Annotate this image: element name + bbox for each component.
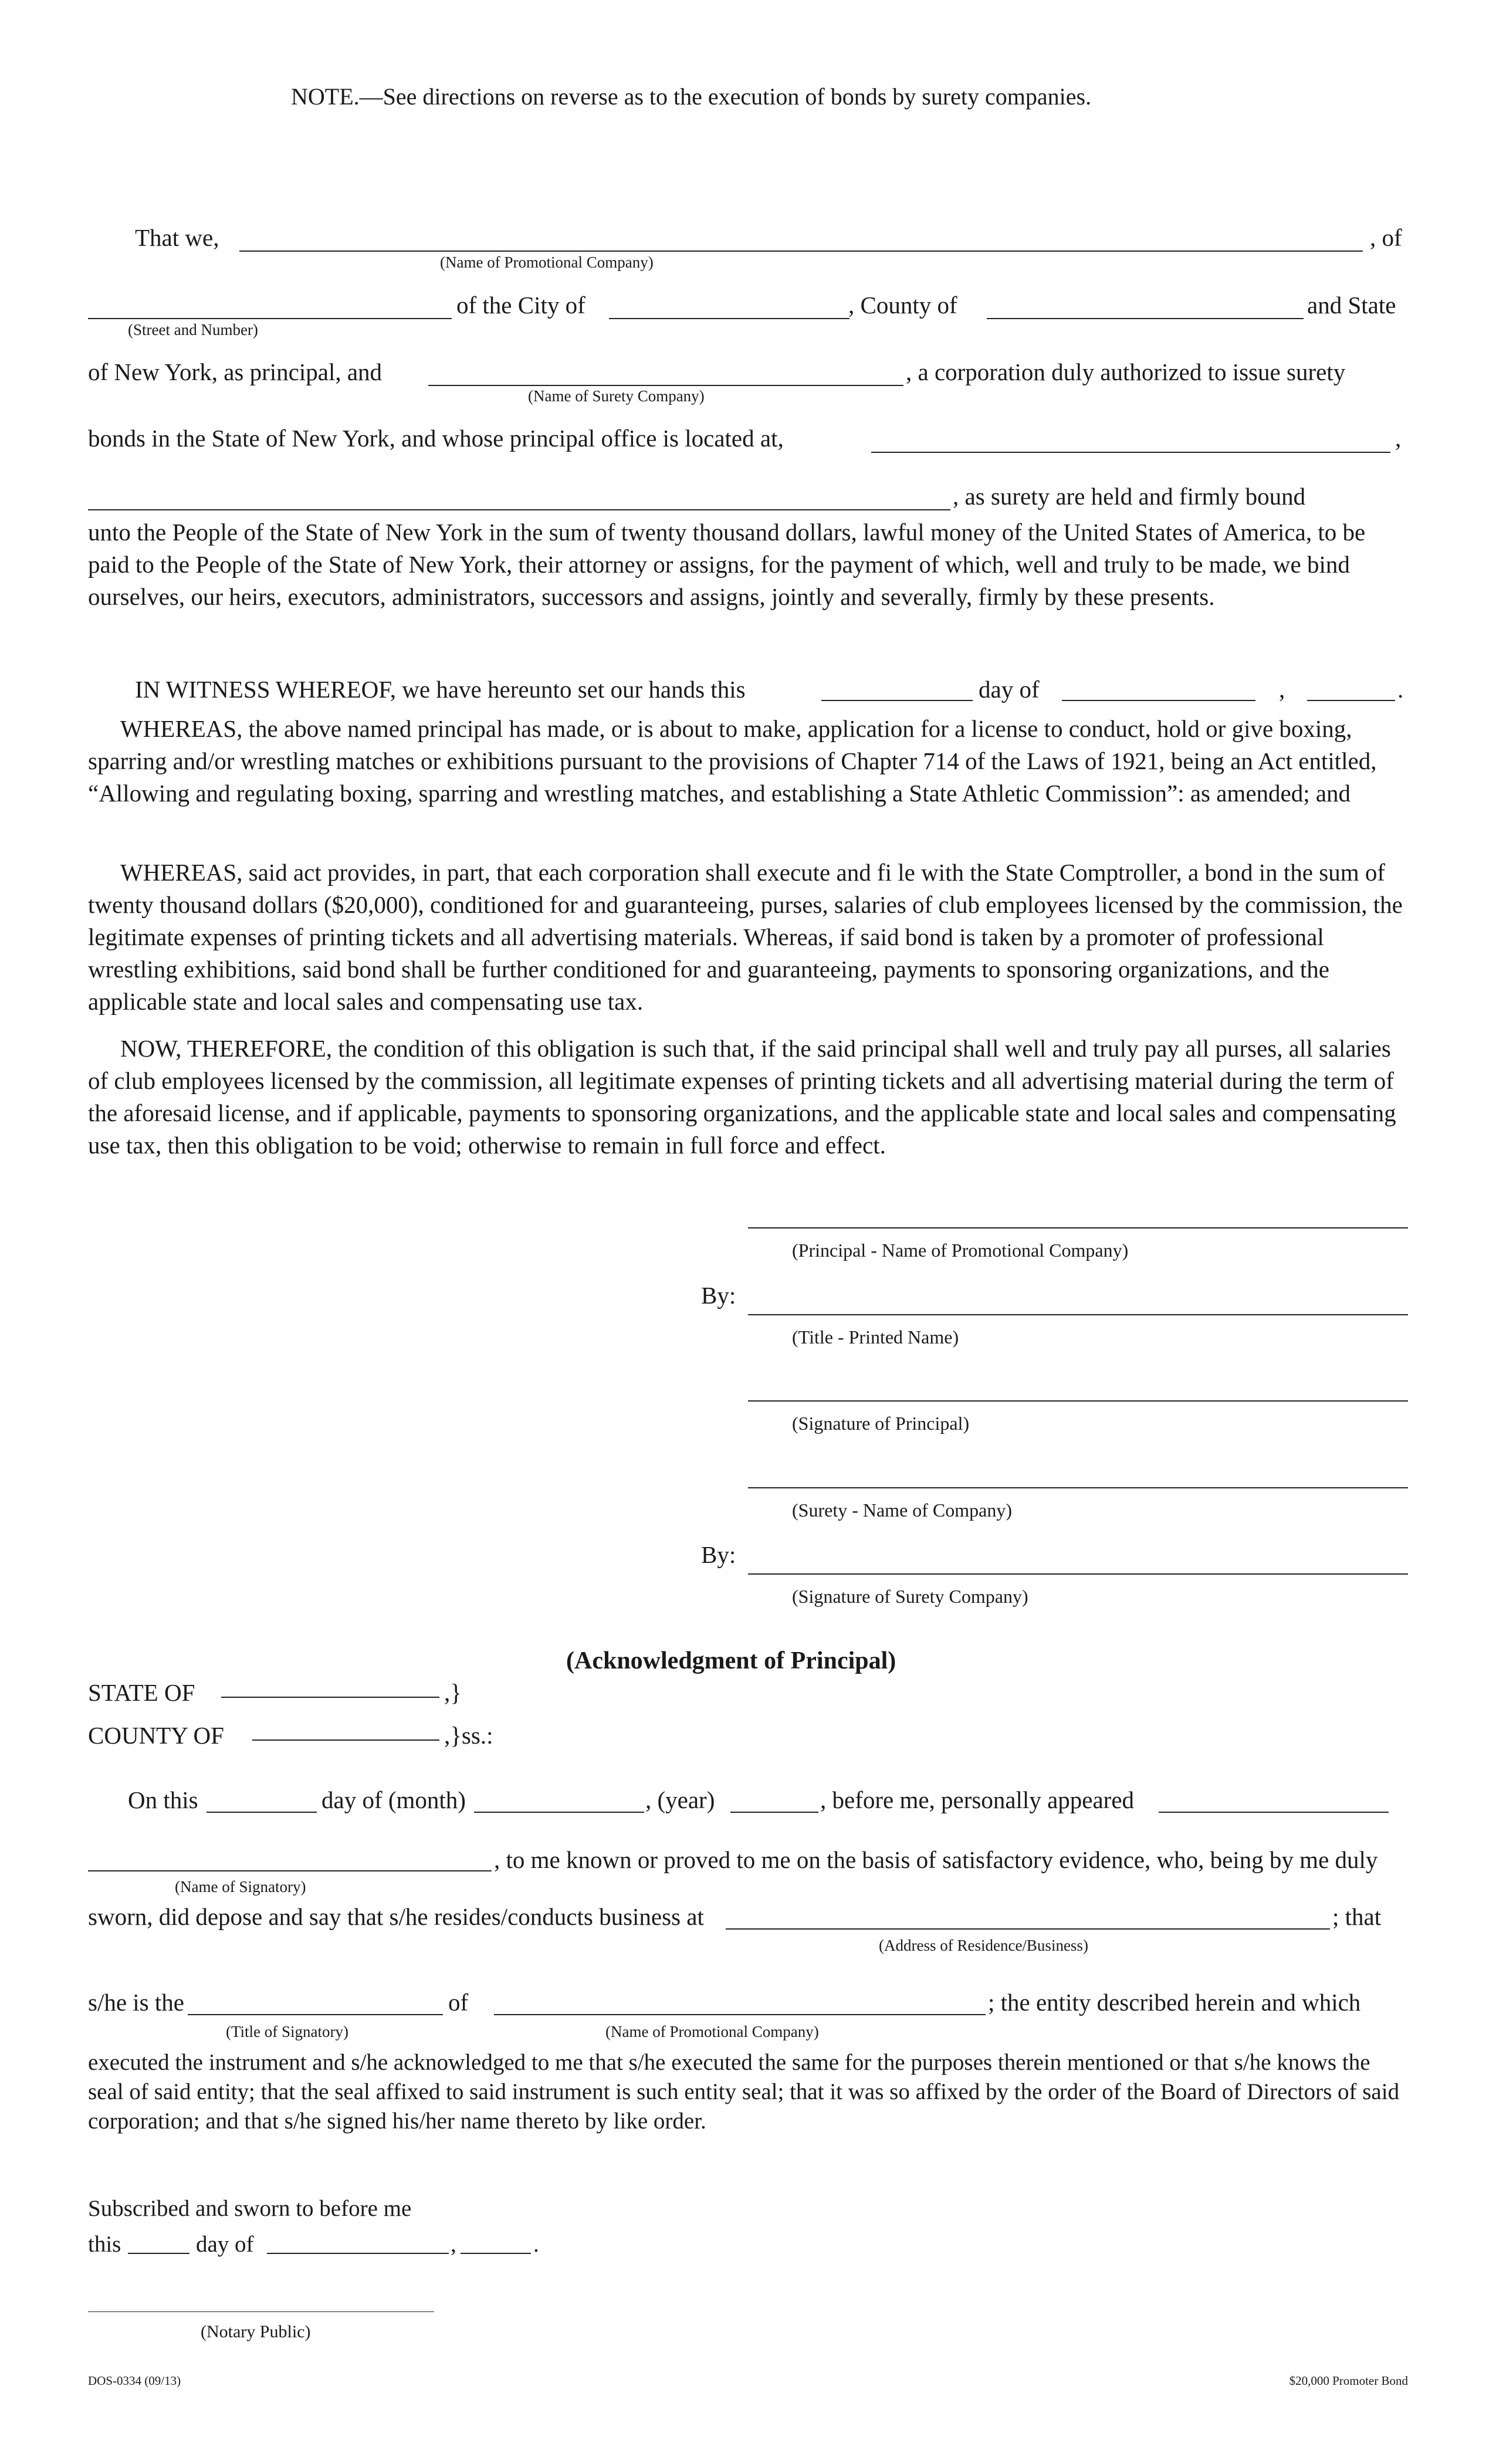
year-text: , (year) — [645, 1786, 715, 1813]
address-label: (Address of Residence/Business) — [879, 1937, 1088, 1954]
ack-promotional-company-field[interactable] — [494, 2014, 986, 2015]
day-of-month-text: day of (month) — [321, 1786, 466, 1813]
principal-name-label: (Principal - Name of Promotional Company) — [792, 1240, 1129, 1261]
principal-signature-label: (Signature of Principal) — [792, 1413, 970, 1434]
of-text: of — [448, 1989, 469, 2016]
note-text: NOTE.—See directions on reverse as to the execution of bonds by surety companies. — [291, 83, 1092, 110]
surety-name-line[interactable] — [748, 1487, 1408, 1488]
she-is-the-text: s/he is the — [88, 1989, 184, 2016]
that-text: ; that — [1332, 1903, 1382, 1930]
that-we-text: That we, — [135, 224, 219, 251]
residence-address-field[interactable] — [726, 1928, 1330, 1930]
street-number-field[interactable] — [88, 318, 452, 319]
entity-described-text: ; the entity described herein and which — [988, 1989, 1361, 2016]
surety-company-field[interactable] — [428, 385, 903, 386]
surety-company-label: (Name of Surety Company) — [528, 387, 705, 405]
ack-day-field[interactable] — [207, 1812, 317, 1813]
promotional-company-label: (Name of Promotional Company) — [440, 253, 654, 271]
sworn-depose-text: sworn, did depose and say that s/he resides/conducts business at — [88, 1903, 704, 1930]
surety-signature-line[interactable] — [748, 1573, 1408, 1575]
witness-comma: , — [1279, 676, 1285, 703]
subscribed-text: Subscribed and sworn to before me — [88, 2196, 412, 2221]
acknowledgment-heading: (Acknowledgment of Principal) — [566, 1647, 896, 1674]
notary-comma: , — [451, 2232, 456, 2257]
witness-year-field[interactable] — [1307, 700, 1395, 701]
corp-authorized-text: , a corporation duly authorized to issue surety — [906, 358, 1346, 385]
county-of-text: COUNTY OF — [88, 1722, 224, 1749]
whereas-clause-2: WHEREAS, said act provides, in part, that each corporation shall execute and fi le with the State Comptroller, a bond in the sum of twenty thousand dollars ($20,000), conditioned for and guaranteeing, purses, salaries of club employees licensed by the commission, the legitimate expenses of printing tickets and all advertising materials. Whereas, if said bond is taken by a promoter of professional wrestling exhibitions, said bond shall be further conditioned for and guaranteeing, payments to sponsoring organizations, and the applicable state and local sales and compensating use tax. — [88, 859, 1403, 1015]
surety-signature-label: (Signature of Surety Company) — [792, 1586, 1028, 1607]
county-field[interactable] — [987, 318, 1304, 319]
comma-text: , — [1395, 425, 1402, 452]
notary-day-field[interactable] — [128, 2253, 189, 2254]
notary-day-of-text: day of — [196, 2232, 254, 2257]
known-proved-text: , to me known or proved to me on the basis of satisfactory evidence, who, being by me duly — [494, 1846, 1378, 1873]
city-field[interactable] — [609, 318, 849, 319]
county-ack-field[interactable] — [252, 1739, 439, 1741]
before-me-text: , before me, personally appeared — [820, 1786, 1135, 1813]
whereas-clause-1: WHEREAS, the above named principal has made, or is about to make, application for a license to conduct, hold or give boxing, sparring and/or wrestling matches or exhibitions pursuant to the provisions of Chapter 714 of the Laws of 1921, being an Act entitled, “Allowing and regulating boxing, sparring and wrestling matches, and establishing a State Athletic Commission”: as amended; and — [88, 715, 1377, 807]
notary-public-label: (Notary Public) — [201, 2322, 311, 2341]
surety-name-label: (Surety - Name of Company) — [792, 1500, 1013, 1521]
promotional-company-field[interactable] — [239, 251, 1363, 252]
by-label-1: By: — [701, 1282, 736, 1309]
notary-this-text: this — [88, 2232, 121, 2257]
ack-month-field[interactable] — [474, 1812, 644, 1813]
form-title: $20,000 Promoter Bond — [1289, 2374, 1408, 2388]
notary-signature-line[interactable] — [88, 2311, 434, 2312]
executed-paragraph: executed the instrument and s/he acknowledged to me that s/he executed the same for the purposes therein mentioned or that s/he knows the seal of said entity; that the seal affixed to said instrument is such entity seal; that it was so affixed by the order of the Board of Directors of said corporation; and that s/he signed his/her name thereto by like order. — [88, 2050, 1400, 2134]
county-brace-text: ,}ss.: — [444, 1722, 493, 1749]
now-therefore-clause: NOW, THEREFORE, the condition of this obligation is such that, if the said principal shall well and truly pay all purses, all salaries of club employees licensed by the commission, all legitimate expenses of printing tickets and all advertising material during the term of the aforesaid license, and if applicable, payments to sponsoring organizations, and the applicable state and local sales and compensating use tax, then this obligation to be void; otherwise to remain in full force and effect. — [88, 1035, 1396, 1159]
and-state-text: and State — [1307, 292, 1396, 319]
witness-text: IN WITNESS WHEREOF, we have hereunto set our hands this — [135, 676, 746, 703]
witness-month-field[interactable] — [1062, 700, 1255, 701]
form-number: DOS-0334 (09/13) — [88, 2374, 181, 2388]
on-this-text: On this — [128, 1786, 198, 1813]
signatory-title-label: (Title of Signatory) — [226, 2023, 348, 2040]
principal-name-line[interactable] — [748, 1227, 1408, 1228]
witness-day-field[interactable] — [821, 700, 973, 701]
principal-office-field-2[interactable] — [88, 509, 950, 510]
state-brace-text: ,} — [444, 1679, 462, 1706]
county-of-text: , County of — [848, 292, 957, 319]
new-york-principal-text: of New York, as principal, and — [88, 358, 383, 385]
signatory-name-label: (Name of Signatory) — [175, 1878, 306, 1896]
witness-period: . — [1397, 676, 1404, 703]
title-printed-name-label: (Title - Printed Name) — [792, 1326, 959, 1348]
signatory-name-field[interactable] — [88, 1870, 492, 1871]
comma-of-text: , of — [1370, 224, 1402, 251]
as-surety-held-text: , as surety are held and firmly bound — [953, 483, 1306, 510]
street-number-label: (Street and Number) — [128, 321, 258, 339]
appeared-name-field[interactable] — [1159, 1812, 1389, 1813]
ack-year-field[interactable] — [730, 1812, 818, 1813]
notary-period: . — [533, 2232, 539, 2257]
principal-office-field[interactable] — [871, 452, 1390, 453]
principal-signature-line[interactable] — [748, 1400, 1408, 1402]
bond-body-paragraph: unto the People of the State of New York in the sum of twenty thousand dollars, lawful money of the United States of America, to be paid to the People of the State of New York, their attorney or assigns, for the payment of which, well and truly to be made, we bind ourselves, our heirs, executors, administrators, successors and assigns, jointly and severally, firmly by these presents. — [88, 519, 1366, 610]
title-printed-name-line[interactable] — [748, 1314, 1408, 1315]
witness-day-of-text: day of — [979, 676, 1040, 703]
notary-year-field[interactable] — [461, 2253, 531, 2254]
city-of-text: of the City of — [456, 292, 585, 319]
notary-month-field[interactable] — [267, 2253, 449, 2254]
ack-promotional-company-label: (Name of Promotional Company) — [605, 2023, 819, 2040]
signatory-title-field[interactable] — [188, 2014, 443, 2015]
bonds-in-state-text: bonds in the State of New York, and whose principal office is located at, — [88, 425, 784, 452]
state-of-text: STATE OF — [88, 1679, 195, 1706]
by-label-2: By: — [701, 1541, 736, 1568]
state-field[interactable] — [221, 1697, 439, 1698]
